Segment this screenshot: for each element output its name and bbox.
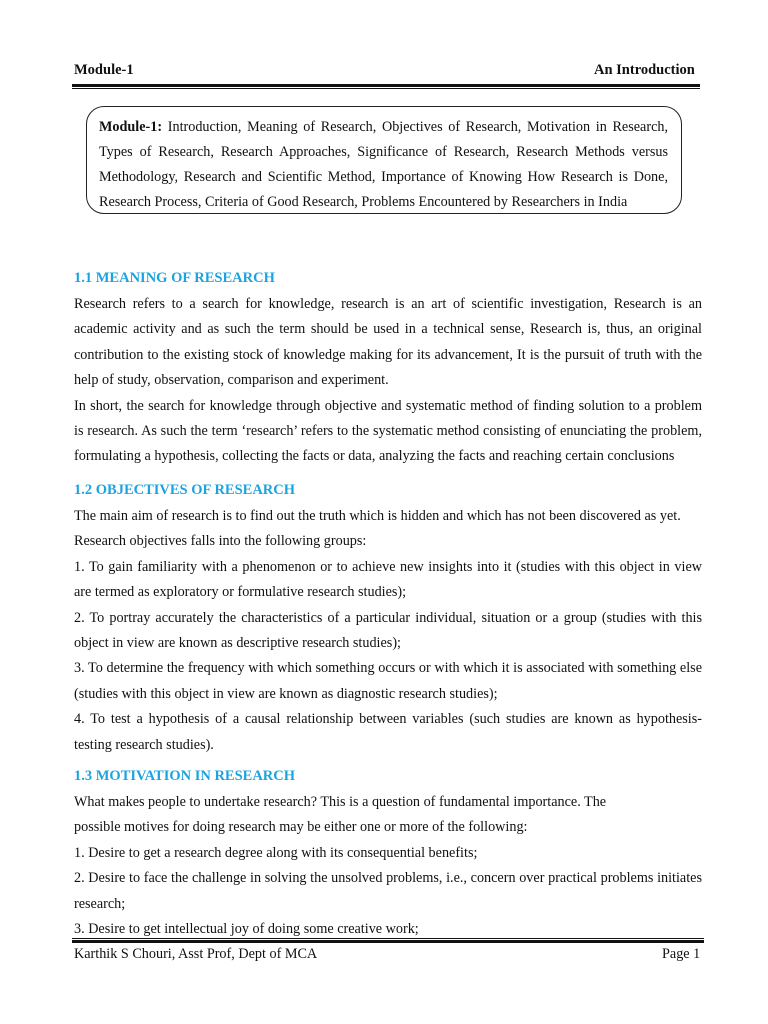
list-item: 2. To portray accurately the characteristics of a particular individual, situation or a group (studies with this object in view are known as descriptive research studies);: [74, 609, 702, 652]
header-divider: [72, 84, 700, 89]
paragraph: What makes people to undertake research? This is a question of fundamental importance. The: [74, 794, 607, 810]
paragraph: Research objectives falls into the following groups:: [74, 533, 367, 550]
module-summary-text: [99, 115, 668, 215]
list-item: 1. To gain familiarity with a phenomenon or to achieve new insights into it (studies with this object in view are termed as exploratory or formulative research studies);: [74, 558, 702, 601]
module-summary-label: Module-1:: [99, 119, 163, 135]
header-module-label: Module-1: [74, 62, 134, 78]
module-summary-topics: Introduction, Meaning of Research, Objectives of Research, Motivation in Research, Types of Research, Research Approaches, Significance of Research, Research Methods versus Methodology, Research and Scientific Method, Importance of Knowing How Research is Done, Research Process, Criteria of Good Research, Problems Encountered by Researchers in India: [99, 119, 669, 210]
footer-page-number: Page 1: [662, 946, 701, 962]
section-heading-meaning: 1.1 MEANING OF RESEARCH: [74, 270, 275, 286]
list-item: 3. To determine the frequency with which something occurs or with which it is associated with something else (studies with this object in view are known as diagnostic research studies);: [74, 660, 702, 702]
list-item: 3. Desire to get intellectual joy of doing some creative work;: [74, 921, 419, 938]
paragraph: The main aim of research is to find out the truth which is hidden and which has not been discovered as yet.: [74, 508, 681, 524]
header-chapter-title: An Introduction: [594, 62, 695, 78]
footer-divider: [72, 938, 704, 943]
section-body-objectives: [74, 504, 702, 758]
section-heading-objectives: 1.2 OBJECTIVES OF RESEARCH: [74, 482, 296, 498]
paragraph: possible motives for doing research may be either one or more of the following:: [74, 819, 528, 836]
paragraph: Research refers to a search for knowledge, research is an art of scientific investigation, Research is an academic activity and as such the term should be used in a technical sense, Research is, thus, an original contribution to the existing stock of knowledge making for its advancement, It is the pursuit of truth with the help of study, observation, comparison and experiment.: [74, 296, 702, 389]
module-summary-box: [86, 106, 682, 214]
section-body-motivation: [74, 790, 702, 942]
list-item: 4. To test a hypothesis of a causal relationship between variables (such studies are known as hypothesis-testing research studies).: [74, 711, 702, 753]
section-heading-motivation: 1.3 MOTIVATION IN RESEARCH: [74, 768, 296, 784]
list-item: 2. Desire to face the challenge in solving the unsolved problems, i.e., concern over practical problems initiates research;: [74, 870, 702, 912]
footer-author: Karthik S Chouri, Asst Prof, Dept of MCA: [74, 946, 318, 962]
paragraph: In short, the search for knowledge through objective and systematic method of finding solution to a problem is research. As such the term ‘research’ refers to the systematic method consisting of enunciating the problem, formulating a hypothesis, collecting the facts or data, analyzing the facts and reaching certain conclusions: [74, 397, 702, 465]
section-body-meaning: [74, 292, 702, 470]
list-item: 1. Desire to get a research degree along with its consequential benefits;: [74, 844, 478, 861]
